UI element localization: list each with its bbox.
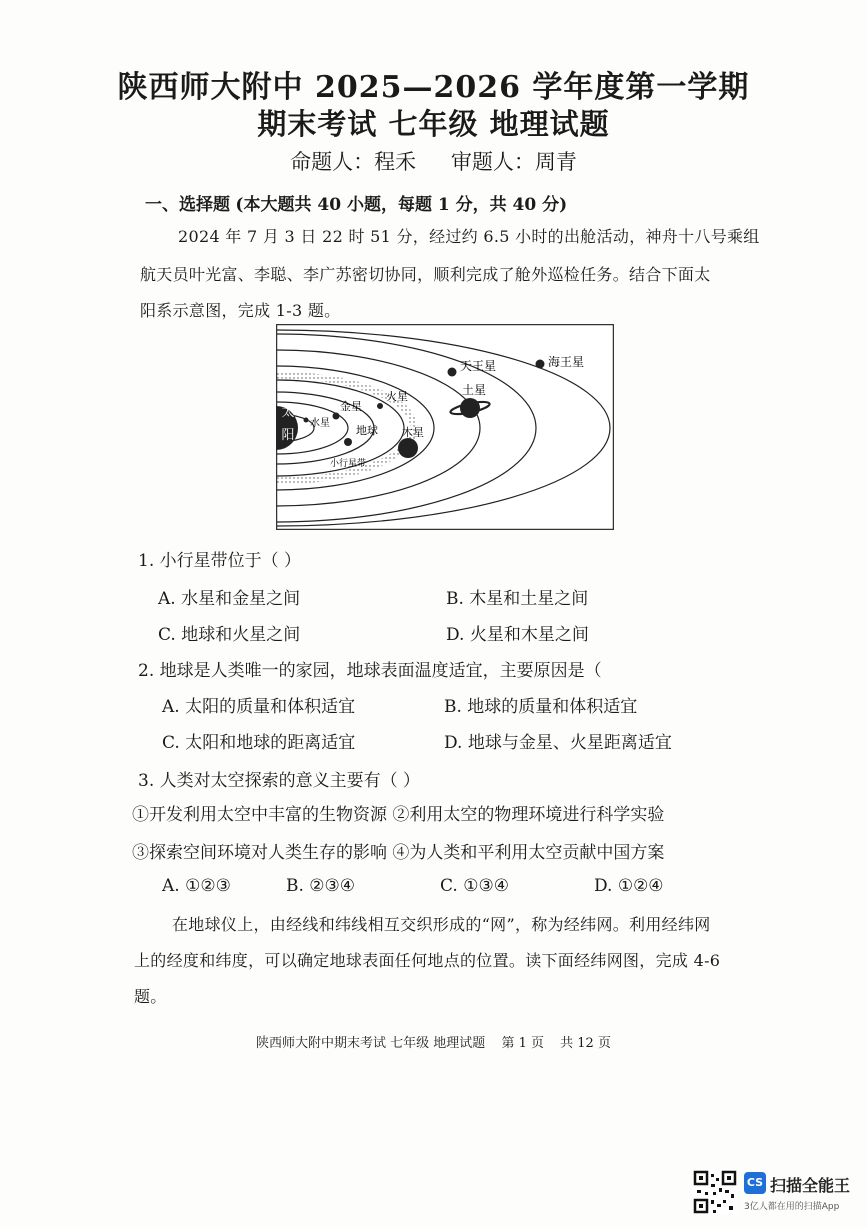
- label-saturn: 土星: [462, 383, 487, 397]
- footer-total: 共 12 页: [560, 1036, 611, 1051]
- intro-line-3: 阳系示意图，完成 1-3 题。: [140, 301, 341, 320]
- question-setter: 命题人：程禾: [290, 150, 417, 174]
- label-venus: 金星: [340, 400, 362, 413]
- sun-label-2: 阳: [281, 428, 295, 443]
- intro2-line-3: 题。: [134, 987, 167, 1006]
- intro2-line-1: 在地球仪上，由经线和纬线相互交织形成的“网”，称为经纬网。利用经纬网: [172, 915, 711, 934]
- q1-option-a: A. 水星和金星之间: [158, 589, 301, 609]
- q3-option-c: C. ①③④: [440, 876, 509, 896]
- scanner-brand-name: 扫描全能王: [770, 1176, 851, 1195]
- q1-option-d: D. 火星和木星之间: [446, 625, 589, 645]
- q2-option-a: A. 太阳的质量和体积适宜: [162, 697, 356, 717]
- authors-line: [0, 146, 867, 176]
- q3-option-a: A. ①②③: [162, 876, 231, 896]
- sun-label-1: 太: [281, 405, 295, 420]
- question-2-stem: 2. 地球是人类唯一的家园，地球表面温度适宜，主要原因是（: [138, 661, 602, 681]
- q3-option-d: D. ①②④: [594, 876, 664, 896]
- footer-text: 陕西师大附中期末考试 七年级 地理试题: [256, 1036, 486, 1051]
- section-label: 一、选择题: [145, 195, 230, 215]
- solar-system-diagram: [276, 324, 614, 530]
- planet-uranus: [448, 368, 457, 377]
- intro2-line-2: 上的经度和纬度，可以确定地球表面任何地点的位置。读下面经纬网图，完成 4-6: [134, 951, 721, 970]
- label-jupiter: 木星: [402, 426, 424, 439]
- q2-option-c: C. 太阳和地球的距离适宜: [162, 733, 356, 753]
- q3-item-line-2: ③探索空间环境对人类生存的影响 ④为人类和平利用太空贡献中国方案: [132, 843, 665, 863]
- q2-option-d: D. 地球与金星、火星距离适宜: [444, 733, 672, 753]
- q3-option-b: B. ②③④: [286, 876, 356, 896]
- question-3-stem: 3. 人类对太空探索的意义主要有（ ）: [138, 771, 421, 791]
- label-neptune: 海王星: [548, 355, 585, 369]
- footer-page: 第 1 页: [501, 1036, 544, 1051]
- qr-code: [693, 1170, 737, 1214]
- qr-code-image: [693, 1170, 737, 1214]
- scanner-logo-icon: CS: [744, 1172, 766, 1194]
- planet-mercury: [304, 418, 309, 423]
- solar-system-figure: [276, 324, 614, 530]
- exam-title-line1: 陕西师大附中 2025—2026 学年度第一学期: [117, 70, 750, 105]
- intro-line-2: 航天员叶光富、李聪、李广苏密切协同，顺利完成了舱外巡检任务。结合下面太: [140, 265, 711, 284]
- planet-earth: [344, 438, 352, 446]
- q2-option-b: B. 地球的质量和体积适宜: [444, 697, 638, 717]
- planet-neptune: [536, 360, 545, 369]
- question-1-stem: 1. 小行星带位于（ ）: [138, 551, 302, 571]
- q3-item-line-1: ①开发利用太空中丰富的生物资源 ②利用太空的物理环境进行科学实验: [132, 805, 665, 825]
- label-mars: 火星: [386, 390, 408, 403]
- section-note: (本大题共 40 小题，每题 1 分，共 40 分): [235, 195, 568, 215]
- planet-venus: [333, 413, 340, 420]
- label-earth: 地球: [356, 424, 378, 437]
- label-uranus: 天王星: [460, 359, 497, 373]
- question-reviewer: 审题人：周青: [450, 150, 577, 174]
- q1-option-b: B. 木星和土星之间: [446, 589, 589, 609]
- q1-option-c: C. 地球和火星之间: [158, 625, 301, 645]
- planet-jupiter: [398, 438, 418, 458]
- label-mercury: 水星: [310, 418, 330, 429]
- exam-title-line2: 期末考试 七年级 地理试题: [257, 107, 610, 141]
- label-asteroid-belt: 小行星带: [330, 459, 367, 469]
- page-footer: [0, 1032, 867, 1051]
- planet-mars: [377, 403, 383, 409]
- intro-line-1: 2024 年 7 月 3 日 22 时 51 分，经过约 6.5 小时的出舱活动，神舟十八号乘组: [178, 227, 760, 246]
- section-heading: [145, 190, 567, 215]
- planet-saturn: [460, 398, 480, 418]
- scanner-brand-tagline: 3亿人都在用的扫描App: [744, 1202, 840, 1212]
